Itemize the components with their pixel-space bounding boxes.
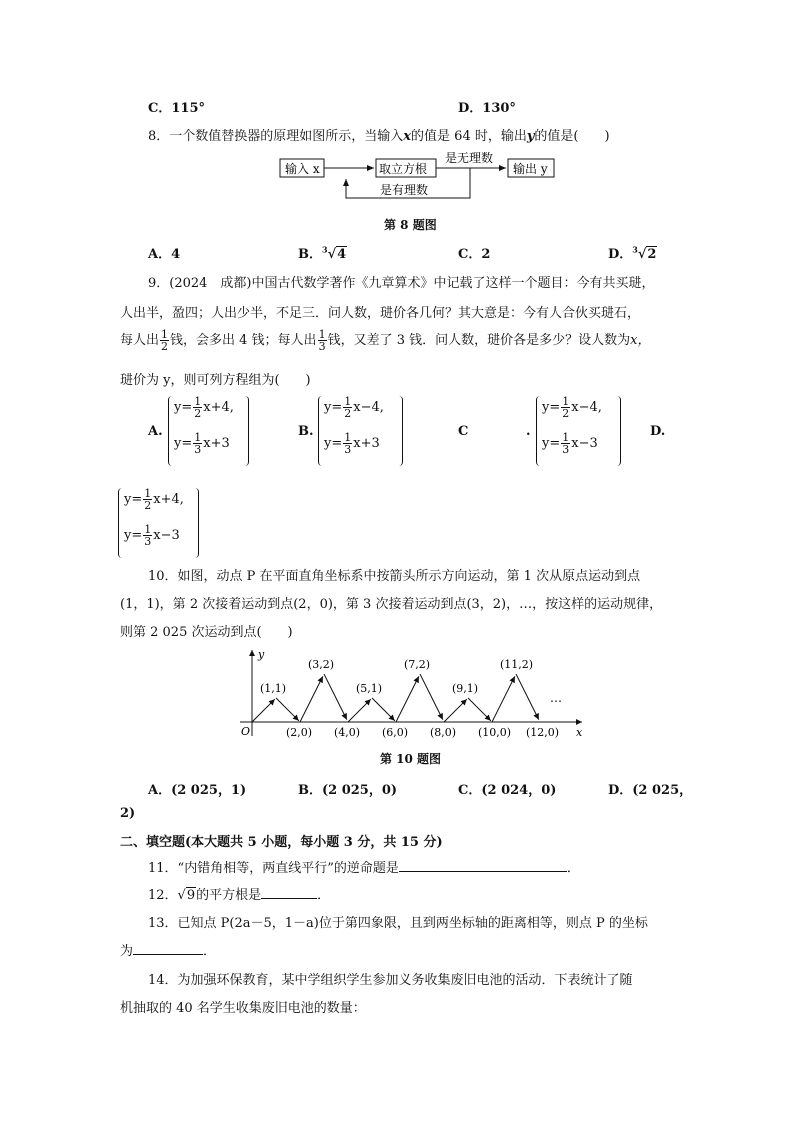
eq-lhs: y=	[542, 436, 561, 451]
q10-option-d: D．(2 025，	[608, 783, 693, 798]
path-segment	[372, 698, 395, 721]
eq-rhs: x+4,	[153, 492, 184, 507]
bracket-right	[616, 396, 621, 466]
q13-end: ．	[203, 944, 217, 959]
q9-line-4: 琎价为 y，则可列方程组为( )	[120, 373, 311, 388]
q11-answer-blank[interactable]	[399, 871, 567, 872]
q12-prefix: 12．	[148, 888, 178, 903]
frac-num: 1	[562, 395, 570, 408]
point-label-bottom: (6,0)	[382, 726, 409, 739]
q10-line-2: (1，1)，第 2 次接着运动到点(2，0)，第 3 次接着运动到点(3，2)，…，按这样的运动规律，	[120, 597, 663, 612]
path-segment	[516, 674, 539, 720]
axis-x-label: x	[576, 726, 583, 739]
flow-cuberoot-label: 取立方根	[379, 162, 428, 176]
eq-rhs: x+3	[203, 436, 230, 451]
q8-option-d: D．$^3$√2	[608, 244, 657, 262]
q11	[148, 857, 580, 876]
q8-option-d-label: D．	[608, 247, 633, 262]
equation-1	[174, 396, 234, 419]
q8-option-c: C．2	[458, 247, 491, 262]
point-label-top: (3,2)	[308, 658, 335, 671]
q8-caption: 第 8 题图	[384, 218, 437, 232]
axis-y-label: y	[258, 648, 265, 661]
point-label-bottom: (2,0)	[286, 726, 313, 739]
q9-line-3-text-d: x，	[630, 333, 651, 348]
path-segment	[276, 698, 299, 721]
frac-den: 3	[344, 443, 352, 456]
q9-option-d-label: D.	[650, 424, 666, 439]
point-labels	[260, 658, 559, 739]
q8-option-b-index: 3	[322, 244, 328, 255]
path-segment	[324, 674, 347, 720]
path-segment	[444, 699, 467, 722]
eq-lhs: y=	[174, 400, 193, 415]
q9-line-3-text-a: 每人出	[120, 333, 160, 348]
bracket-right	[398, 396, 403, 466]
equation-2	[542, 432, 598, 455]
eq-lhs: y=	[124, 528, 143, 543]
q11-end: ．	[566, 861, 580, 876]
q9-line-3	[120, 323, 650, 359]
q14-line-2: 机抽取的 40 名学生收集废旧电池的数量：	[120, 1001, 366, 1016]
frac-num: 1	[161, 328, 169, 341]
eq-rhs: x−4,	[353, 400, 384, 415]
frac-num: 1	[194, 431, 202, 444]
q8-option-a: A．4	[148, 247, 181, 262]
q8-stem-text-3: 的值是( )	[534, 129, 610, 144]
frac-den: 3	[318, 340, 326, 353]
q8-var-y: y	[526, 129, 535, 144]
q13-answer-blank[interactable]	[133, 954, 203, 955]
point-label-bottom: (12,0)	[526, 726, 560, 739]
q12-answer-blank[interactable]	[261, 898, 317, 899]
q13-text: 为	[120, 944, 134, 959]
eq-lhs: y=	[324, 436, 343, 451]
q13-line-2	[120, 940, 216, 959]
q8-var-x: x	[403, 129, 412, 144]
q9-option-b-label: B.	[298, 424, 314, 439]
q9-option-c-label: C	[458, 424, 469, 439]
equation-1	[124, 488, 184, 511]
section-2-title: 二、填空题(本大题共 5 小题，每小题 3 分，共 15 分)	[120, 835, 443, 850]
q8-stem	[148, 125, 610, 144]
q10-option-c: C．(2 024，0)	[458, 783, 557, 798]
q8-stem-text-2: 的值是 64 时，输出	[411, 129, 527, 144]
q9-line-3-text-c: 钱，又差了 3 钱．问人数，琎价各是多少？设人数为	[327, 333, 631, 348]
q10-caption: 第 10 题图	[380, 752, 442, 766]
frac-den: 2	[161, 340, 169, 353]
q9-option-c-system	[536, 396, 622, 470]
point-label-top: (1,1)	[260, 682, 287, 695]
q9-frac-half	[160, 329, 169, 352]
frac-den: 2	[344, 407, 352, 420]
q8-stem-text: 8．一个数值替换器的原理如图所示，当输入	[148, 129, 404, 144]
eq-lhs: y=	[324, 400, 343, 415]
frac-num: 1	[344, 431, 352, 444]
q8-flowchart	[270, 148, 570, 204]
equation-2	[124, 524, 180, 547]
eq-lhs: y=	[542, 400, 561, 415]
flow-irrational-label: 是无理数	[445, 151, 494, 165]
q7-option-c: C．115°	[148, 101, 205, 116]
frac-num: 1	[344, 395, 352, 408]
q14-line-1: 14．为加强环保教育，某中学组织学生参加义务收集废旧电池的活动．下表统计了随	[148, 973, 633, 988]
q9-option-b-system	[318, 396, 404, 470]
point-label-top: (9,1)	[452, 682, 479, 695]
frac-den: 3	[562, 443, 570, 456]
q12-radicand: 9	[186, 888, 196, 903]
point-label-top: (11,2)	[500, 658, 534, 671]
path-segment	[348, 699, 371, 722]
path-segment	[252, 699, 275, 722]
equation-1	[542, 396, 602, 419]
point-label-bottom: (10,0)	[478, 726, 512, 739]
motion-path	[252, 674, 539, 722]
q12-end: ．	[317, 888, 331, 903]
q12: 12．√9的平方根是 ．	[148, 888, 331, 903]
path-segment	[300, 676, 323, 722]
q10-line-1: 10．如图，动点 P 在平面直角坐标系中按箭头所示方向运动，第 1 次从原点运动到点	[148, 569, 641, 584]
q11-text: 11．“内错角相等，两直线平行”的逆命题是	[148, 861, 399, 876]
q8-option-b-radicand: 4	[337, 247, 347, 262]
frac-den: 2	[194, 407, 202, 420]
q10-option-d-cont: 2)	[120, 806, 136, 821]
equation-2	[324, 432, 380, 455]
bracket-right	[244, 396, 249, 466]
frac-den: 3	[144, 535, 152, 548]
q7-option-d: D．130°	[458, 101, 516, 116]
frac-den: 2	[144, 499, 152, 512]
point-label-top: (7,2)	[404, 658, 431, 671]
flow-input-label: 输入 x	[285, 162, 320, 176]
point-label-bottom: (4,0)	[334, 726, 361, 739]
q9-line-1: 9．(2024 成都)中国古代数学著作《九章算术》中记载了这样一个题目：今有共买琎，	[148, 276, 655, 291]
eq-lhs: y=	[124, 492, 143, 507]
frac-num: 1	[194, 395, 202, 408]
q9-line-2: 人出半，盈四；人出少半，不足三．问人数，琎价各几何？其大意是：今有人合伙买琎石，	[120, 306, 641, 321]
q9-option-a-system	[168, 396, 250, 470]
q9-frac-third	[318, 329, 327, 352]
q9-option-d-system	[118, 488, 200, 562]
equation-2	[174, 432, 230, 455]
q8-option-b: B．$^3$√4	[298, 244, 347, 262]
q10-option-a: A．(2 025，1)	[148, 783, 247, 798]
path-segment	[396, 676, 419, 722]
frac-den: 3	[194, 443, 202, 456]
path-segment	[468, 698, 491, 721]
eq-rhs: x+4,	[203, 400, 234, 415]
path-segment	[492, 676, 515, 722]
q10-option-b: B．(2 025，0)	[298, 783, 398, 798]
q9-option-c-dot: .	[526, 424, 531, 439]
frac-num: 1	[144, 523, 152, 536]
origin-label: O	[241, 725, 251, 738]
flow-rational-label: 是有理数	[380, 183, 429, 197]
q10-graph	[232, 644, 592, 744]
q10-line-3: 则第 2 025 次运动到点( )	[120, 625, 293, 640]
ellipsis: …	[550, 691, 562, 705]
q8-option-d-radicand: 2	[647, 247, 657, 262]
q9-option-a-label: A.	[148, 424, 163, 439]
eq-lhs: y=	[174, 436, 193, 451]
flow-output-label: 输出 y	[513, 162, 548, 176]
bracket-right	[194, 488, 199, 558]
q13-line-1: 13．已知点 P(2a－5，1－a)位于第四象限，且到两坐标轴的距离相等，则点 P 的坐标	[148, 916, 648, 931]
eq-rhs: x−3	[571, 436, 598, 451]
q8-option-b-label: B．	[298, 247, 322, 262]
equation-1	[324, 396, 384, 419]
point-label-top: (5,1)	[356, 682, 383, 695]
frac-num: 1	[144, 487, 152, 500]
frac-den: 2	[562, 407, 570, 420]
eq-rhs: x−4,	[571, 400, 602, 415]
q8-option-d-index: 3	[632, 244, 638, 255]
path-segment	[420, 674, 443, 720]
q9-line-3-text-b: 钱，会多出 4 钱；每人出	[170, 333, 317, 348]
frac-num: 1	[318, 328, 326, 341]
frac-num: 1	[562, 431, 570, 444]
eq-rhs: x+3	[353, 436, 380, 451]
q12-text: 的平方根是	[196, 888, 262, 903]
eq-rhs: x−3	[153, 528, 180, 543]
point-label-bottom: (8,0)	[430, 726, 457, 739]
